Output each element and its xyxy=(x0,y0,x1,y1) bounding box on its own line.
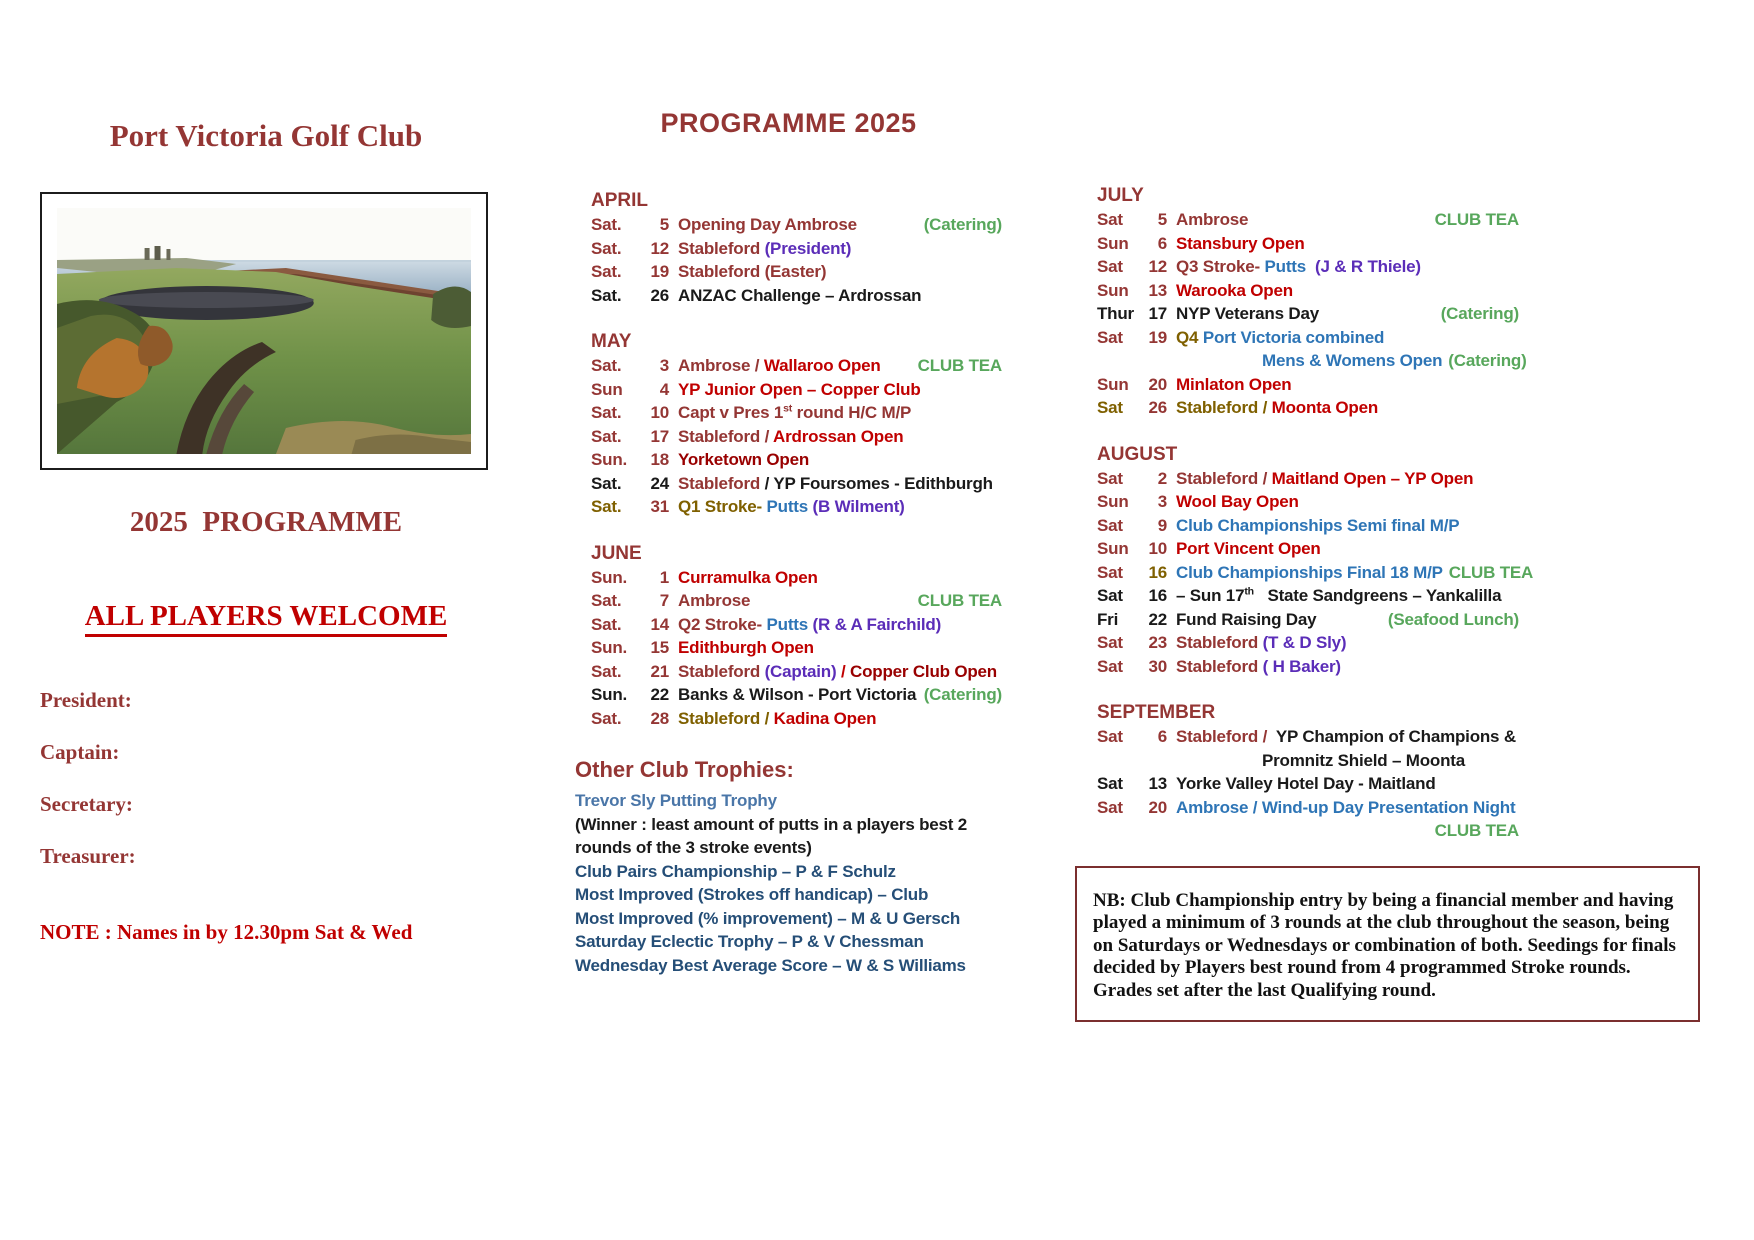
schedule-event xyxy=(678,589,750,613)
schedule-tag: CLUB TEA xyxy=(1448,562,1534,582)
schedule-date: 9 xyxy=(1157,515,1167,535)
schedule-day: Sat xyxy=(1097,633,1123,652)
schedule-day: Sat. xyxy=(591,708,622,728)
schedule-day: Sun xyxy=(1097,233,1129,253)
schedule-row xyxy=(1097,631,1519,655)
schedule-row xyxy=(1097,396,1519,420)
schedule-day: Sun. xyxy=(591,567,628,587)
event-segment: Promnitz Shield – Moonta xyxy=(1262,750,1465,770)
welcome-heading-text: ALL PLAYERS WELCOME xyxy=(85,600,448,637)
schedule-row xyxy=(591,378,1002,402)
event-segment: Port Vincent Open xyxy=(1176,539,1321,558)
schedule-day: Sat. xyxy=(591,238,622,258)
month-june xyxy=(575,542,1002,731)
schedule-day: Sun xyxy=(1097,492,1129,511)
event-segment: round H/C M/P xyxy=(792,403,912,422)
trophy-item: Trevor Sly Putting Trophy xyxy=(575,791,777,810)
event-segment: Ambrose / Wind-up Day Presentation Night xyxy=(1176,797,1516,817)
event-segment: YP Champion of Champions & xyxy=(1275,727,1516,746)
event-segment: YP Junior Open – Copper Club xyxy=(678,379,921,399)
schedule-day: Sat. xyxy=(591,661,622,681)
schedule-day: Sat xyxy=(1097,656,1123,676)
centre-column xyxy=(575,108,1002,977)
trophy-item: Wednesday Best Average Score – W & S Williams xyxy=(575,955,966,975)
schedule-row xyxy=(1097,725,1519,749)
schedule-tag: (Catering) xyxy=(923,215,1002,234)
event-segment: Stableford xyxy=(678,238,765,258)
schedule-date: 6 xyxy=(1157,727,1167,746)
schedule-event xyxy=(678,660,997,684)
schedule-tag: CLUB TEA xyxy=(1434,210,1519,229)
schedule-event xyxy=(678,284,921,308)
event-segment: Club Championships Semi final M/P xyxy=(1176,515,1460,535)
schedule-date: 5 xyxy=(659,215,669,234)
schedule-tag: CLUB TEA xyxy=(1434,821,1519,840)
event-segment: st xyxy=(783,402,793,415)
schedule-row xyxy=(591,260,1002,284)
schedule-event xyxy=(1176,326,1384,350)
schedule-date: 4 xyxy=(659,379,669,399)
schedule-day: Sat. xyxy=(591,426,622,446)
schedule-day: Sat. xyxy=(591,262,622,281)
schedule-day: Sun. xyxy=(591,638,628,657)
month-july xyxy=(1085,184,1527,420)
schedule-date: 12 xyxy=(1148,257,1167,276)
event-segment: Stansbury Open xyxy=(1176,233,1305,253)
event-segment: (Captain) xyxy=(764,661,841,681)
schedule-row xyxy=(1097,561,1534,585)
officer-label: Secretary: xyxy=(40,792,133,816)
schedule-tag: (Catering) xyxy=(923,685,1002,704)
schedule-day: Sat xyxy=(1097,774,1123,793)
right-column xyxy=(1085,184,1681,1022)
event-segment: Yorketown Open xyxy=(678,450,810,469)
schedule-row xyxy=(1097,537,1519,561)
schedule-row xyxy=(1097,490,1519,514)
page-title: PROGRAMME 2025 xyxy=(660,108,917,138)
schedule-day: Sat. xyxy=(591,473,622,493)
schedule-event xyxy=(1176,490,1299,514)
schedule-row xyxy=(1097,467,1519,491)
event-segment: (President) xyxy=(764,238,852,258)
event-segment: Stableford xyxy=(1176,633,1263,652)
event-segment: Warooka Open xyxy=(1176,280,1293,300)
schedule-row xyxy=(1097,608,1519,632)
schedule-row xyxy=(1097,655,1519,679)
schedule-day: Sat xyxy=(1097,515,1123,535)
schedule-date: 20 xyxy=(1148,797,1167,817)
month-may xyxy=(575,330,1002,519)
event-segment: ( H Baker) xyxy=(1262,656,1341,676)
officers-list xyxy=(40,688,136,896)
schedule-row xyxy=(1097,819,1519,843)
schedule-row xyxy=(1097,373,1519,397)
schedule-event xyxy=(1176,255,1421,279)
schedule-event xyxy=(1176,749,1465,773)
schedule-date: 10 xyxy=(650,403,669,422)
schedule-date: 28 xyxy=(650,708,669,728)
schedule-row xyxy=(591,636,1002,660)
schedule-tag: (Catering) xyxy=(1448,351,1527,370)
schedule-date: 18 xyxy=(650,450,669,469)
schedule-event xyxy=(1176,631,1346,655)
schedule-row xyxy=(591,683,1002,707)
event-segment: State Sandgreens – Yankalilla xyxy=(1253,586,1502,605)
event-segment: / YP Foursomes - Edithburgh xyxy=(764,473,993,493)
schedule-date: 6 xyxy=(1157,233,1167,253)
months-middle xyxy=(575,189,1002,730)
schedule-row xyxy=(1097,208,1519,232)
month-september xyxy=(1085,701,1519,843)
schedule-row xyxy=(1097,255,1519,279)
schedule-date: 17 xyxy=(1148,304,1167,323)
schedule-day: Sun xyxy=(1097,280,1129,300)
schedule-day: Sat. xyxy=(591,285,622,305)
schedule-tag: CLUB TEA xyxy=(917,356,1002,375)
schedule-date: 10 xyxy=(1148,539,1167,558)
event-segment: (R & A Fairchild) xyxy=(812,614,942,634)
schedule-date: 2 xyxy=(1157,468,1167,488)
schedule-day: Sat. xyxy=(591,591,622,610)
schedule-event xyxy=(678,378,921,402)
schedule-date: 23 xyxy=(1148,633,1167,652)
event-segment: Stableford xyxy=(1176,656,1263,676)
schedule-date: 3 xyxy=(659,356,669,375)
schedule-day: Sun xyxy=(1097,374,1129,394)
event-segment: – Sun 17 xyxy=(1176,586,1245,605)
months-right xyxy=(1085,184,1534,843)
schedule-row xyxy=(591,589,1002,613)
event-segment: Club Championships Final 18 M/P xyxy=(1176,562,1443,582)
event-segment: Stableford / xyxy=(1176,468,1272,488)
schedule-event xyxy=(678,354,881,378)
nb-text: NB: Club Championship entry by being a financial member and having played a minimum of 3 rounds at the club throughout the season, being on Saturdays or Wednesdays or combination of both. Seedings for finals decided by Players best round from 4 programmed Stroke rounds. Grades set after the last Qualifying round. xyxy=(1093,889,1681,1001)
schedule-event xyxy=(678,472,993,496)
event-segment: Kadina Open xyxy=(773,708,877,728)
schedule-date: 24 xyxy=(650,473,669,493)
schedule-tag: CLUB TEA xyxy=(917,591,1002,610)
schedule-day: Sat xyxy=(1097,257,1123,276)
schedule-date: 3 xyxy=(1157,492,1167,511)
month-heading: JUNE xyxy=(591,542,642,564)
schedule-date: 30 xyxy=(1148,656,1167,676)
event-segment: Ambrose xyxy=(678,591,751,610)
event-segment: Q3 Stroke- xyxy=(1176,257,1265,276)
schedule-row xyxy=(591,613,1002,637)
officer-label: President: xyxy=(40,688,132,712)
schedule-row xyxy=(1097,772,1519,796)
month-heading: AUGUST xyxy=(1097,443,1178,465)
schedule-date: 14 xyxy=(650,614,669,634)
trophies-heading: Other Club Trophies: xyxy=(575,757,794,782)
schedule-row xyxy=(591,495,1002,519)
event-segment: Stableford / xyxy=(1176,727,1276,746)
event-segment: Stableford (Easter) xyxy=(678,262,827,281)
schedule-date: 22 xyxy=(650,685,669,704)
month-heading: JULY xyxy=(1097,185,1144,206)
schedule-day: Sat xyxy=(1097,727,1123,746)
event-segment: Curramulka Open xyxy=(678,567,818,587)
schedule-date: 20 xyxy=(1148,374,1167,394)
schedule-row xyxy=(591,425,1002,449)
month-april xyxy=(575,189,1002,307)
schedule-row xyxy=(591,448,1002,472)
schedule-day: Sat xyxy=(1097,468,1123,488)
schedule-date: 5 xyxy=(1157,210,1167,229)
schedule-day: Sat. xyxy=(591,356,622,375)
schedule-row xyxy=(1097,302,1519,326)
schedule-date: 19 xyxy=(1148,327,1167,347)
event-segment: Minlaton Open xyxy=(1176,374,1292,394)
trophy-item: Most Improved (% improvement) – M & U Gersch xyxy=(575,908,961,928)
event-segment: Q4 xyxy=(1176,327,1203,347)
event-segment: Putts xyxy=(766,497,813,516)
schedule-event xyxy=(678,425,903,449)
schedule-day: Sun. xyxy=(591,685,628,704)
schedule-row xyxy=(1097,349,1527,373)
schedule-tag: (Catering) xyxy=(1440,304,1519,323)
event-segment: Wallaroo Open xyxy=(763,356,881,375)
schedule-day: Fri xyxy=(1097,609,1119,629)
schedule-event xyxy=(678,707,876,731)
event-segment: Q1 Stroke- xyxy=(678,497,767,516)
schedule-row xyxy=(1097,514,1519,538)
event-segment: ANZAC Challenge – Ardrossan xyxy=(678,285,922,305)
schedule-event xyxy=(1176,467,1473,491)
schedule-event xyxy=(678,401,911,425)
schedule-event xyxy=(1176,772,1436,796)
trophies-section xyxy=(575,756,1002,977)
schedule-date: 31 xyxy=(650,497,669,516)
trophy-item: Club Pairs Championship – P & F Schulz xyxy=(575,861,896,881)
event-segment: Putts xyxy=(766,614,813,634)
schedule-date: 1 xyxy=(659,567,669,587)
schedule-event xyxy=(1176,396,1378,420)
schedule-row xyxy=(591,707,1002,731)
schedule-event xyxy=(678,237,851,261)
schedule-day: Sun. xyxy=(591,450,628,469)
schedule-day: Sun xyxy=(1097,539,1129,558)
schedule-row xyxy=(591,284,1002,308)
officer-label: Treasurer: xyxy=(40,844,136,868)
schedule-event xyxy=(1176,208,1248,232)
schedule-row xyxy=(1097,326,1519,350)
schedule-event xyxy=(1176,302,1319,326)
event-segment: Copper Club Open xyxy=(850,661,997,681)
schedule-date: 22 xyxy=(1148,609,1167,629)
schedule-date: 21 xyxy=(650,661,669,681)
schedule-event xyxy=(678,495,905,519)
schedule-row xyxy=(591,237,1002,261)
schedule-date: 15 xyxy=(650,638,669,657)
event-segment: Edithburgh Open xyxy=(678,638,814,657)
schedule-event xyxy=(678,613,941,637)
trophy-item: Saturday Eclectic Trophy – P & V Chessman xyxy=(575,932,924,951)
schedule-day: Sat. xyxy=(591,497,622,516)
month-heading: SEPTEMBER xyxy=(1097,702,1216,723)
event-segment: Capt v Pres 1 xyxy=(678,403,784,422)
event-segment: (T & D Sly) xyxy=(1262,633,1347,652)
month-august xyxy=(1085,443,1534,679)
trophies-list xyxy=(575,789,1002,977)
schedule-date: 13 xyxy=(1148,774,1167,793)
schedule-event xyxy=(1176,561,1443,585)
event-segment: Stableford xyxy=(678,473,765,493)
schedule-row xyxy=(591,401,1002,425)
event-segment: NYP Veterans Day xyxy=(1176,304,1319,323)
schedule-row xyxy=(1097,232,1519,256)
schedule-event xyxy=(678,260,826,284)
event-segment: Ambrose xyxy=(1176,210,1249,229)
schedule-row xyxy=(1097,279,1519,303)
event-segment: Banks & Wilson - Port Victoria xyxy=(678,685,917,704)
schedule-day: Sat. xyxy=(591,215,622,234)
schedule-event xyxy=(1176,279,1293,303)
event-segment: Stableford / xyxy=(678,708,774,728)
schedule-row xyxy=(591,213,1002,237)
event-segment: Stableford / xyxy=(678,426,774,446)
schedule-event xyxy=(678,213,857,237)
event-segment: th xyxy=(1244,585,1254,598)
club-title: Port Victoria Golf Club xyxy=(109,118,423,153)
schedule-day: Sat xyxy=(1097,398,1123,417)
schedule-row xyxy=(1097,749,1519,773)
schedule-day: Sat. xyxy=(591,403,622,422)
event-segment: Maitland Open – YP Open xyxy=(1271,468,1474,488)
event-segment: Ambrose / xyxy=(678,356,764,375)
schedule-event xyxy=(1176,608,1316,632)
schedule-date: 16 xyxy=(1148,562,1167,582)
event-segment: Fund Raising Day xyxy=(1176,609,1317,629)
event-segment: / xyxy=(840,661,851,681)
schedule-date: 13 xyxy=(1148,280,1167,300)
golf-course-photo xyxy=(40,192,488,470)
golf-course-photo-art xyxy=(57,208,471,454)
event-segment: Opening Day Ambrose xyxy=(678,215,857,234)
schedule-day: Sat xyxy=(1097,327,1123,347)
event-segment: Putts xyxy=(1264,257,1311,276)
schedule-event xyxy=(678,636,814,660)
programme-heading: 2025 PROGRAMME xyxy=(129,506,403,538)
note-line: NOTE : Names in by 12.30pm Sat & Wed xyxy=(40,920,413,944)
schedule-date: 26 xyxy=(650,285,669,305)
schedule-event xyxy=(1176,584,1501,608)
left-column xyxy=(40,0,492,1240)
event-segment: Ardrossan Open xyxy=(773,426,904,446)
event-segment: Yorke Valley Hotel Day - Maitland xyxy=(1176,774,1436,793)
schedule-date: 26 xyxy=(1148,398,1167,417)
schedule-day: Sun xyxy=(591,379,623,399)
schedule-row xyxy=(1097,584,1519,608)
schedule-day: Sat xyxy=(1097,210,1123,229)
schedule-event xyxy=(1176,725,1516,749)
schedule-tag: (Seafood Lunch) xyxy=(1387,609,1519,629)
schedule-day: Thur xyxy=(1097,304,1134,323)
event-segment: Wool Bay Open xyxy=(1176,492,1299,511)
schedule-event xyxy=(1176,514,1459,538)
schedule-event xyxy=(1176,655,1341,679)
welcome-heading xyxy=(40,600,492,633)
event-segment: Port Victoria combined xyxy=(1202,327,1385,347)
schedule-date: 17 xyxy=(650,426,669,446)
event-segment: Q2 Stroke- xyxy=(678,614,767,634)
schedule-day: Sat. xyxy=(591,614,622,634)
nb-box xyxy=(1075,866,1700,1023)
schedule-day: Sat xyxy=(1097,797,1123,817)
event-segment: (J & R Thiele) xyxy=(1310,257,1421,276)
schedule-row xyxy=(591,472,1002,496)
schedule-date: 19 xyxy=(650,262,669,281)
trophy-item: (Winner : least amount of putts in a players best 2 rounds of the 3 stroke events) xyxy=(575,814,968,857)
schedule-date: 12 xyxy=(650,238,669,258)
month-heading: MAY xyxy=(591,331,632,352)
schedule-event xyxy=(678,566,818,590)
schedule-row xyxy=(1097,796,1519,820)
schedule-row xyxy=(591,566,1002,590)
month-heading: APRIL xyxy=(591,190,648,211)
event-segment: Mens & Womens Open xyxy=(1262,351,1443,370)
schedule-event xyxy=(1176,373,1291,397)
schedule-event xyxy=(1176,232,1305,256)
schedule-date: 16 xyxy=(1148,586,1167,605)
schedule-event xyxy=(1176,796,1515,820)
schedule-row xyxy=(591,354,1002,378)
schedule-day: Sat xyxy=(1097,562,1123,582)
schedule-event xyxy=(678,448,809,472)
schedule-event xyxy=(1176,349,1442,373)
event-segment: Moonta Open xyxy=(1271,398,1379,417)
schedule-date: 7 xyxy=(659,591,669,610)
schedule-day: Sat xyxy=(1097,586,1123,605)
schedule-row xyxy=(591,660,1002,684)
trophy-item: Most Improved (Strokes off handicap) – Club xyxy=(575,885,929,904)
event-segment: Stableford / xyxy=(1176,398,1272,417)
officer-label: Captain: xyxy=(40,740,120,764)
event-segment: (B Wilment) xyxy=(812,497,905,516)
event-segment: Stableford xyxy=(678,661,765,681)
schedule-event xyxy=(678,683,916,707)
schedule-event xyxy=(1176,537,1321,561)
